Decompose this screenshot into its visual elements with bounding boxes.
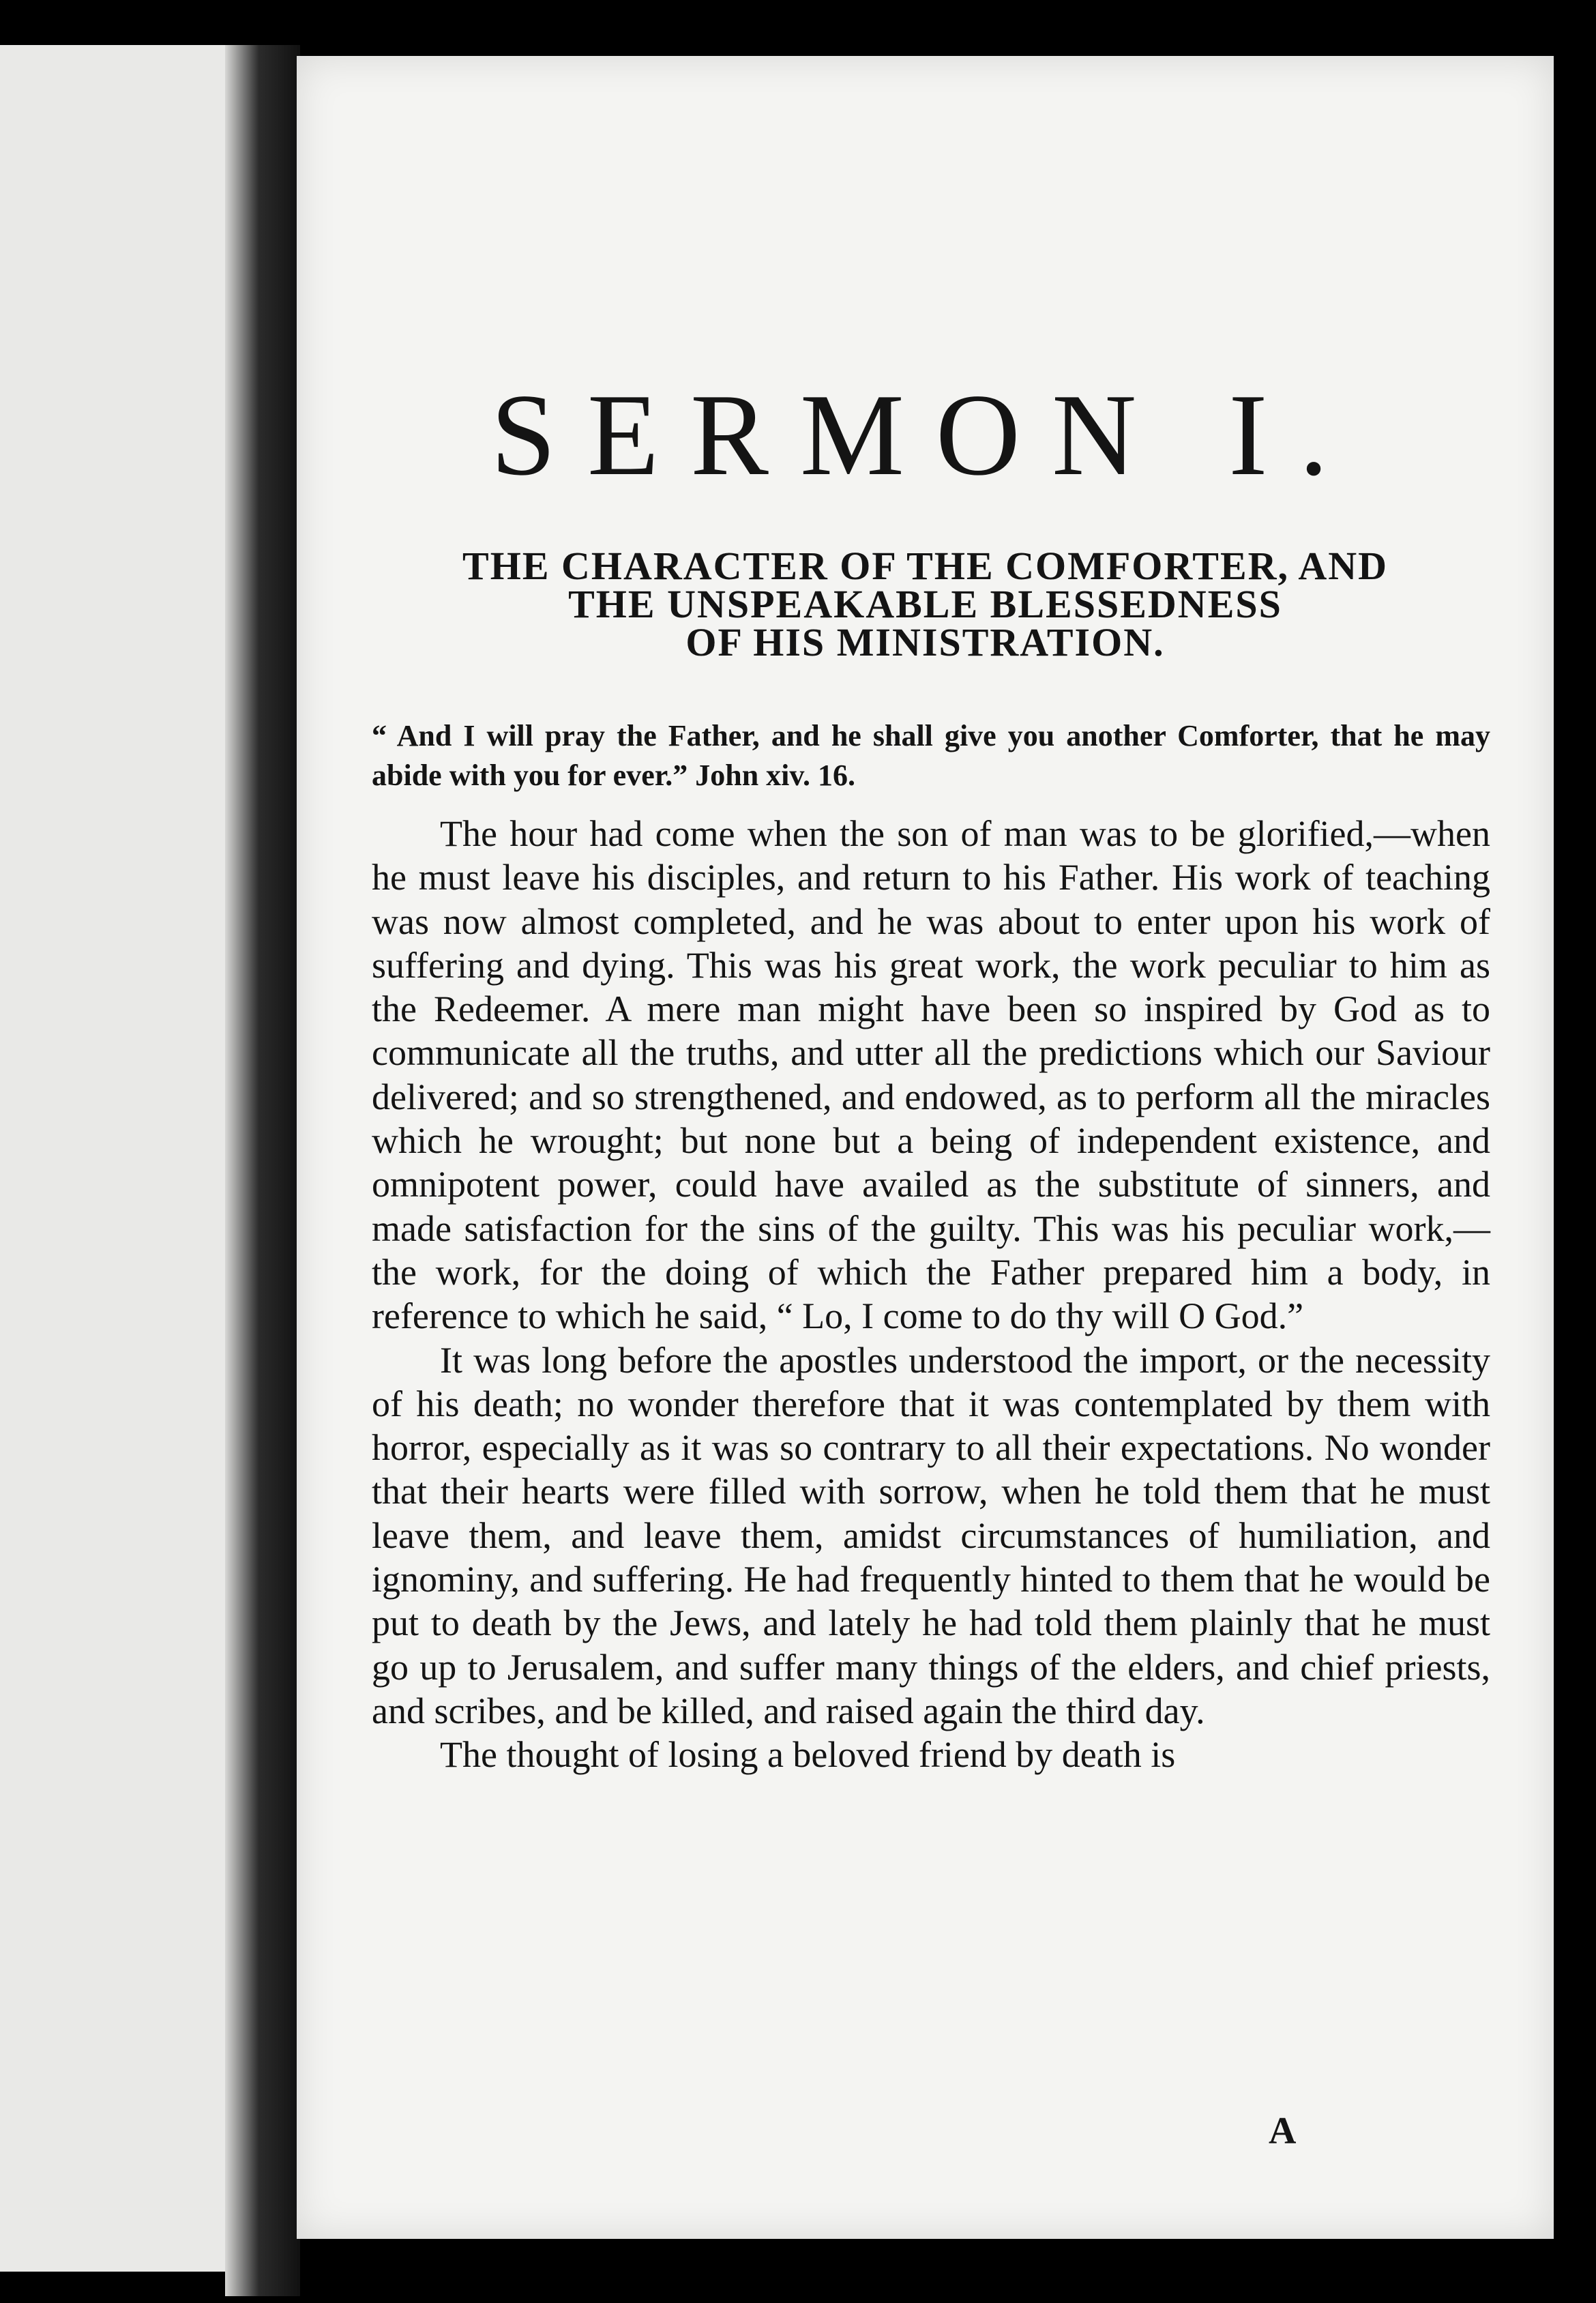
paragraph: It was long before the apostles understood the import, or the necessity of his death; no wonder therefore that it was contemplated by them with horror, especially as it was so contrary to all their expectations. No wonder that their hearts were filled with sorrow, when he told them that he must leave them, and leave them, amidst circumstances of humiliation, and ignominy, and suffering. He had frequently hinted to them that he would be put to death by the Jews, and lately he had told them plainly that he must go up to Jerusalem, and suffer many things of the elders, and chief priests, and scribes, and be killed, and raised again the third day. [372,1339,1490,1731]
scripture-epigraph: “ And I will pray the Father, and he shall give you another Comforter, that he may abide with you for ever.” John xiv. 16. [372,719,1490,792]
printer-signature-mark: A [1269,2110,1297,2152]
book-page [297,56,1554,2239]
sermon-body [372,812,1490,1777]
sermon-title: SERMON I. [490,370,1360,500]
subtitle-line: OF HIS MINISTRATION. [685,620,1165,664]
paragraph: The thought of losing a beloved friend by death is [440,1734,1176,1776]
paragraph: The hour had come when the son of man was to be glorified,—when he must leave his disciples, and return to his Father. His work of teaching was now almost completed, and he was about to enter upon his work of suffering and dying. This was his great work, the work peculiar to him as the Redeemer. A mere man might have been so inspired by God as to communicate all the truths, and utter all the predictions which our Saviour delivered; and so strengthened, and endowed, as to perform all the miracles which he wrought; but none but a being of independent existence, and omnipotent power, could have availed as the substitute of sinners, and made satisfaction for the sins of the guilty. This was his peculiar work,—the work, for the doing of which the Father prepared him a body, in reference to which he said, “ Lo, I come to do thy will O God.” [372,813,1490,1337]
sermon-subtitle [338,544,1513,664]
subtitle-line: THE CHARACTER OF THE COMFORTER, AND [462,544,1388,588]
book-gutter [225,45,300,2296]
subtitle-line: THE UNSPEAKABLE BLESSEDNESS [568,582,1282,626]
